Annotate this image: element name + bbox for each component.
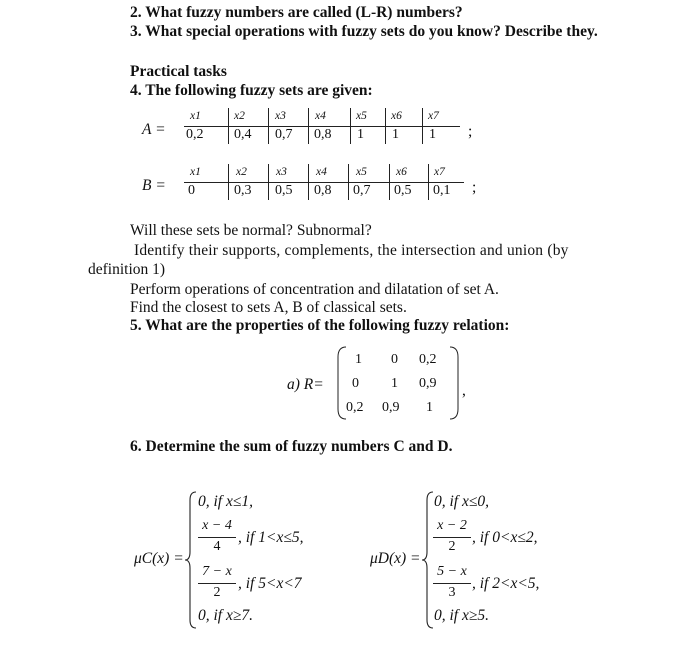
set-b-label: B =	[142, 177, 166, 194]
set-b-x3: x3	[276, 166, 287, 178]
mu-d-case3-cond: , if 2<x<5,	[472, 575, 540, 592]
set-b-x1: x1	[190, 166, 201, 178]
closest-line: Find the closest to sets A, B of classical sets.	[130, 299, 407, 316]
mu-c-case2-den: 4	[213, 539, 221, 554]
mu-c-label: μC(x) =	[134, 550, 184, 567]
question-3: 3. What special operations with fuzzy sets do you know? Describe they.	[130, 23, 598, 40]
set-a-x3: x3	[275, 110, 286, 122]
set-b-end: ;	[472, 179, 477, 196]
r12: 0	[391, 352, 398, 367]
set-a-x6: x6	[391, 110, 402, 122]
set-b-x4: x4	[316, 166, 327, 178]
identify-line-2: definition 1)	[88, 261, 166, 278]
mu-c-case2-num: x − 4	[202, 518, 232, 533]
set-a-mu7: 1	[429, 127, 436, 142]
r33: 1	[426, 400, 433, 415]
mu-c-case3-num: 7 − x	[202, 564, 232, 579]
set-b-x5: x5	[356, 166, 367, 178]
question-2: 2. What fuzzy numbers are called (L-R) numbers?	[130, 4, 463, 21]
set-b-mu6: 0,5	[394, 183, 412, 198]
r13: 0,2	[419, 352, 437, 367]
set-a-mu5: 1	[357, 127, 364, 142]
set-a-end: ;	[468, 123, 473, 140]
mu-d-case3-num: 5 − x	[437, 564, 467, 579]
set-a-mu4: 0,8	[314, 127, 332, 142]
set-b-x7: x7	[434, 166, 445, 178]
mu-d-case2-den: 2	[448, 539, 456, 554]
set-b-mu5: 0,7	[353, 183, 371, 198]
perform-line: Perform operations of concentration and dilatation of set A.	[130, 281, 499, 298]
mu-d-case2-cond: , if 0<x≤2,	[472, 529, 538, 546]
mu-d-case2-num: x − 2	[437, 518, 467, 533]
set-a-x7: x7	[428, 110, 439, 122]
task-5: 5. What are the properties of the following fuzzy relation:	[130, 317, 510, 334]
set-b-x2: x2	[236, 166, 247, 178]
set-a-mu6: 1	[392, 127, 399, 142]
practical-heading: Practical tasks	[130, 63, 227, 80]
mu-c-case3-cond: , if 5<x<7	[238, 575, 302, 592]
mu-d-case4: 0, if x≥5.	[434, 607, 489, 624]
r22: 1	[391, 376, 398, 391]
set-b-mu4: 0,8	[314, 183, 332, 198]
mu-d-case3-den: 3	[448, 585, 456, 600]
set-b-mu3: 0,5	[275, 183, 293, 198]
r11: 1	[355, 352, 362, 367]
set-a-mu1: 0,2	[186, 127, 204, 142]
set-b-mu2: 0,3	[234, 183, 252, 198]
normal-question: Will these sets be normal? Subnormal?	[130, 222, 372, 239]
set-a-x2: x2	[234, 110, 245, 122]
mu-c-case1: 0, if x≤1,	[198, 493, 253, 510]
set-b-mu1: 0	[188, 183, 195, 198]
set-a-x4: x4	[315, 110, 326, 122]
relation-label: a) R=	[287, 376, 324, 393]
set-a-label: A =	[142, 121, 166, 138]
set-a-x5: x5	[356, 110, 367, 122]
r23: 0,9	[419, 376, 437, 391]
r31: 0,2	[346, 400, 364, 415]
task-6: 6. Determine the sum of fuzzy numbers C and D.	[130, 438, 453, 455]
mu-c-case2-cond: , if 1<x≤5,	[238, 529, 304, 546]
mu-d-label: μD(x) =	[370, 550, 421, 567]
r21: 0	[352, 376, 359, 391]
set-b-x6: x6	[396, 166, 407, 178]
mu-d-case1: 0, if x≤0,	[434, 493, 489, 510]
identify-line-1: Identify their supports, complements, the intersection and union (by	[134, 242, 569, 259]
mu-c-case4: 0, if x≥7.	[198, 607, 253, 624]
mu-c-case3-den: 2	[213, 585, 221, 600]
mu-c-brace	[184, 490, 198, 630]
set-a-mu2: 0,4	[234, 127, 252, 142]
mu-d-brace	[421, 490, 435, 630]
r32: 0,9	[382, 400, 400, 415]
set-a-mu3: 0,7	[275, 127, 293, 142]
relation-end: ,	[462, 382, 466, 399]
set-b-mu7: 0,1	[433, 183, 451, 198]
task-4: 4. The following fuzzy sets are given:	[130, 82, 373, 99]
set-a-x1: x1	[190, 110, 201, 122]
